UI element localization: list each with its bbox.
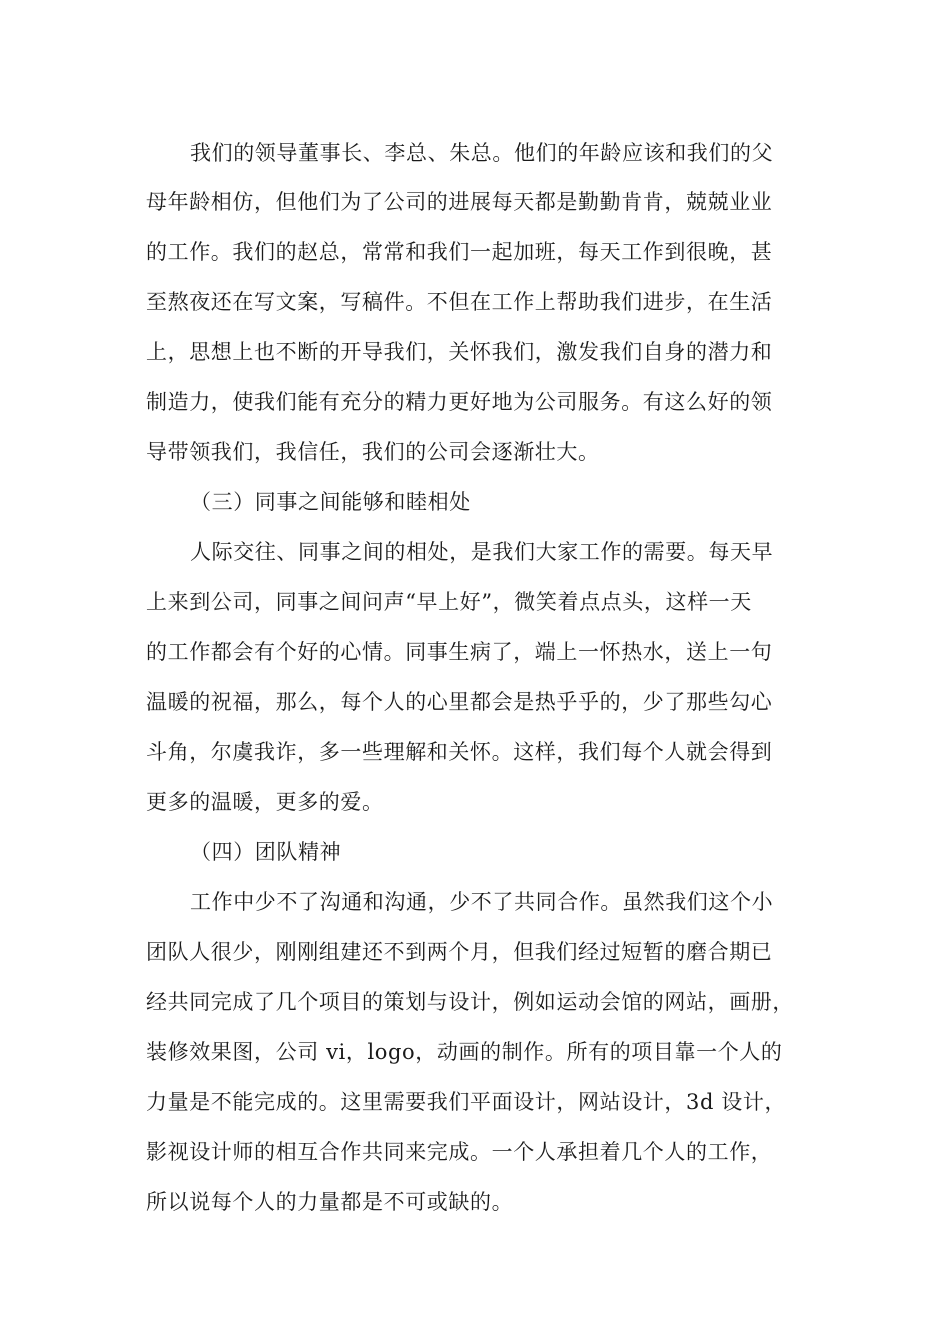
paragraph-line: 导带领我们，我信任，我们的公司会逐渐壮大。 [146,440,600,464]
paragraph-line: 上，思想上也不断的开导我们，关怀我们，激发我们自身的潜力和 [146,340,773,364]
paragraph-line: 影视设计师的相互合作共同来完成。一个人承担着几个人的工作， [146,1140,773,1164]
paragraph-line: 人际交往、同事之间的相处，是我们大家工作的需要。每天早 [190,540,774,564]
paragraph-line: 力量是不能完成的。这里需要我们平面设计，网站设计，3d 设计， [146,1090,787,1114]
paragraph-line: 温暖的祝福，那么，每个人的心里都会是热乎乎的，少了那些勾心 [146,690,773,714]
section-heading-3: （三）同事之间能够和睦相处 [190,490,471,514]
paragraph-line: 斗角，尔虞我诈，多一些理解和关怀。这样，我们每个人就会得到 [146,740,773,764]
paragraph-line: 团队人很少，刚刚组建还不到两个月，但我们经过短暂的磨合期已 [146,940,773,964]
paragraph-line: 的工作。我们的赵总，常常和我们一起加班，每天工作到很晚，甚 [146,240,773,264]
paragraph-line: 所以说每个人的力量都是不可或缺的。 [146,1190,514,1214]
paragraph-line: 更多的温暖，更多的爱。 [146,790,384,814]
paragraph-line: 我们的领导董事长、李总、朱总。他们的年龄应该和我们的父 [190,141,774,165]
paragraph-line: 的工作都会有个好的心情。同事生病了，端上一怀热水，送上一句 [146,640,773,664]
paragraph-line: 工作中少不了沟通和沟通，少不了共同合作。虽然我们这个小 [190,890,774,914]
paragraph-line: 至熬夜还在写文案，写稿件。不但在工作上帮助我们进步，在生活 [146,290,773,314]
section-heading-4: （四）团队精神 [190,840,342,864]
paragraph-line: 装修效果图，公司 vi，logo，动画的制作。所有的项目靠一个人的 [146,1040,783,1064]
paragraph-line: 母年龄相仿，但他们为了公司的进展每天都是勤勤肯肯，兢兢业业 [146,190,773,214]
paragraph-line: 制造力，使我们能有充分的精力更好地为公司服务。有这么好的领 [146,390,773,414]
paragraph-line: 上来到公司，同事之间问声“早上好”，微笑着点点头，这样一天 [146,590,752,614]
paragraph-line: 经共同完成了几个项目的策划与设计，例如运动会馆的网站，画册， [146,990,794,1014]
